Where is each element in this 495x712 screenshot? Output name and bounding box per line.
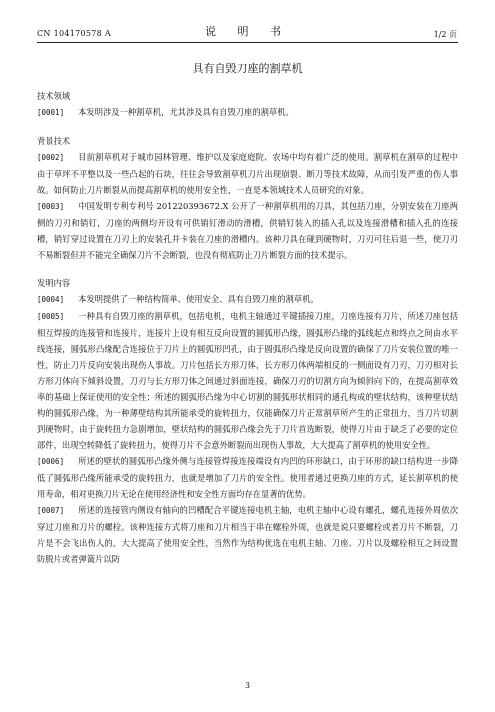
paragraph-number: [0005] bbox=[37, 312, 65, 321]
paragraph-0004 bbox=[37, 291, 458, 308]
paragraph-text: 目前割草机对于城市园林管理、维护以及家庭庭院、农场中均有着广泛的使用。割草机在割草的过程中由于草坪不平整以及一些凸起的石块，往往会导致割草机刀片出现崩裂、断刀等技术故障，从而引发严重的伤人事故。如何防止刀片断裂从而提高割草机的使用安全性，一直是本领域技术人员研究的对象。 bbox=[37, 152, 458, 195]
page-reference: 1/2 页 bbox=[433, 30, 457, 39]
paragraph-text: 本发明提供了一种结构简单、使用安全、具有自毁刀座的割草机。 bbox=[78, 294, 319, 304]
paragraph-number: [0007] bbox=[37, 506, 65, 515]
section-heading-summary: 发明内容 bbox=[37, 278, 71, 288]
paragraph-0002 bbox=[37, 149, 458, 198]
page-number: 3 bbox=[244, 681, 251, 690]
paragraph-text: 所述的壁状的圆弧形凸缘外侧与连接管焊接连接端设有内凹的环形缺口，由于环形的缺口结构进一步降低了圆弧形凸缘所能承受的旋转扭力，也就是增加了刀片的安全性。使用者通过更换刀座的方式，延长割草机的使用寿命，相对更换刀片无论在使用经济性和安全性方面均存在显著的优势。 bbox=[37, 456, 458, 499]
paragraph-0007 bbox=[37, 502, 458, 567]
doc-type-label: 说 明 书 bbox=[205, 25, 290, 38]
document-body bbox=[37, 88, 458, 567]
paragraph-number: [0006] bbox=[37, 457, 65, 466]
paragraph-text: 所述的连接管内侧设有轴向的凹槽配合平键连接电机主轴，电机主轴中心设有螺孔，螺孔连接外周依次穿过刀座和刀片的螺栓。该种连接方式将刀座和刀片相当于串在螺栓外周，也就是说只要螺栓或者刀片不断裂，刀片是不会飞出伤人的，大大提高了使用安全性，当然作为结构优选在电机主轴、刀座、刀片以及螺栓相互之间设置防脱片或者弹簧片以防 bbox=[37, 505, 458, 564]
section-heading-field: 技术领域 bbox=[37, 91, 71, 101]
paragraph-text: 一种具有自毁刀座的割草机，包括电机，电机主轴通过平键插接刀座，刀座连接有刀片，所述刀座包括相互焊接的连接管和连接片，连接片上设有相互反向设置的圆弧形凸缘，圆弧形凸缘的弧线起点和终点之间由水平线连接，圆弧形凸缘配合连接位于刀片上的圆弧形凹孔，由于圆弧形凸缘是反向设置的确保了刀片安装位置的唯一性，防止刀片反向安装出现伤人事故。刀片包括长方形刀体，长方形刀体两端相反的一侧面设有刀刃，刀刃相对长方形刀体向下倾斜设置，刀刃与长方形刀体之间通过斜面连接，确保刀刃的切割方向为倾斜向下的，在提高割草效率的基础上保证使用的安全性；所述的圆弧形凸缘为中心切割的圆弧形状相同的通孔构成的壁状结构，该种壁状结构的圆弧形凸缘，为一种薄壁结构其所能承受的旋转扭力，仅能确保刀片正常割草所产生的正常扭力，当刀片切割到硬物时，由于旋转扭力急剧增加，壁状结构的圆弧形凸缘会先于刀片首选断裂，使得刀片由于缺乏了必要的定位部件，出现空转降低了旋转扭力，使得刀片不会意外断裂而出现伤人事故，大大提高了割草机的使用安全性。 bbox=[37, 311, 458, 450]
paragraph-number: [0004] bbox=[37, 295, 65, 304]
paragraph-number: [0003] bbox=[37, 202, 65, 211]
doc-number: CN 104170578 A bbox=[37, 29, 111, 38]
paragraph-0005 bbox=[37, 308, 458, 453]
section-heading-background: 背景技术 bbox=[37, 136, 71, 146]
page-header bbox=[0, 0, 495, 44]
paragraph-number: [0002] bbox=[37, 153, 65, 162]
paragraph-number: [0001] bbox=[37, 108, 65, 117]
paragraph-0003 bbox=[37, 198, 458, 263]
document-title: 具有自毁刀座的割草机 bbox=[192, 62, 303, 75]
paragraph-text: 中国发明专利专利号 201220393672.X 公开了一种割草机用的刀具，其包括刀座，分别安装在刀座两侧的刀刃和销钉，刀座的两侧均开设有可供销钉滑动的滑槽，供销钉装入的插入孔以及连接滑槽和插入孔的连接槽，销钉穿过设置在刀刃上的安装孔并卡装在刀座的滑槽内。该种刀具在碰到硬物时，刀刃可往后退一些，使刀刃不易断裂但并不能完全确保刀片不会断裂，也没有彻底防止刀片断裂方面的技术提示。 bbox=[37, 201, 458, 260]
paragraph-0006 bbox=[37, 453, 458, 502]
paragraph-0001 bbox=[37, 104, 458, 121]
paragraph-text: 本发明涉及一种割草机，尤其涉及具有自毁刀座的割草机。 bbox=[78, 107, 294, 117]
header-divider bbox=[37, 42, 458, 43]
